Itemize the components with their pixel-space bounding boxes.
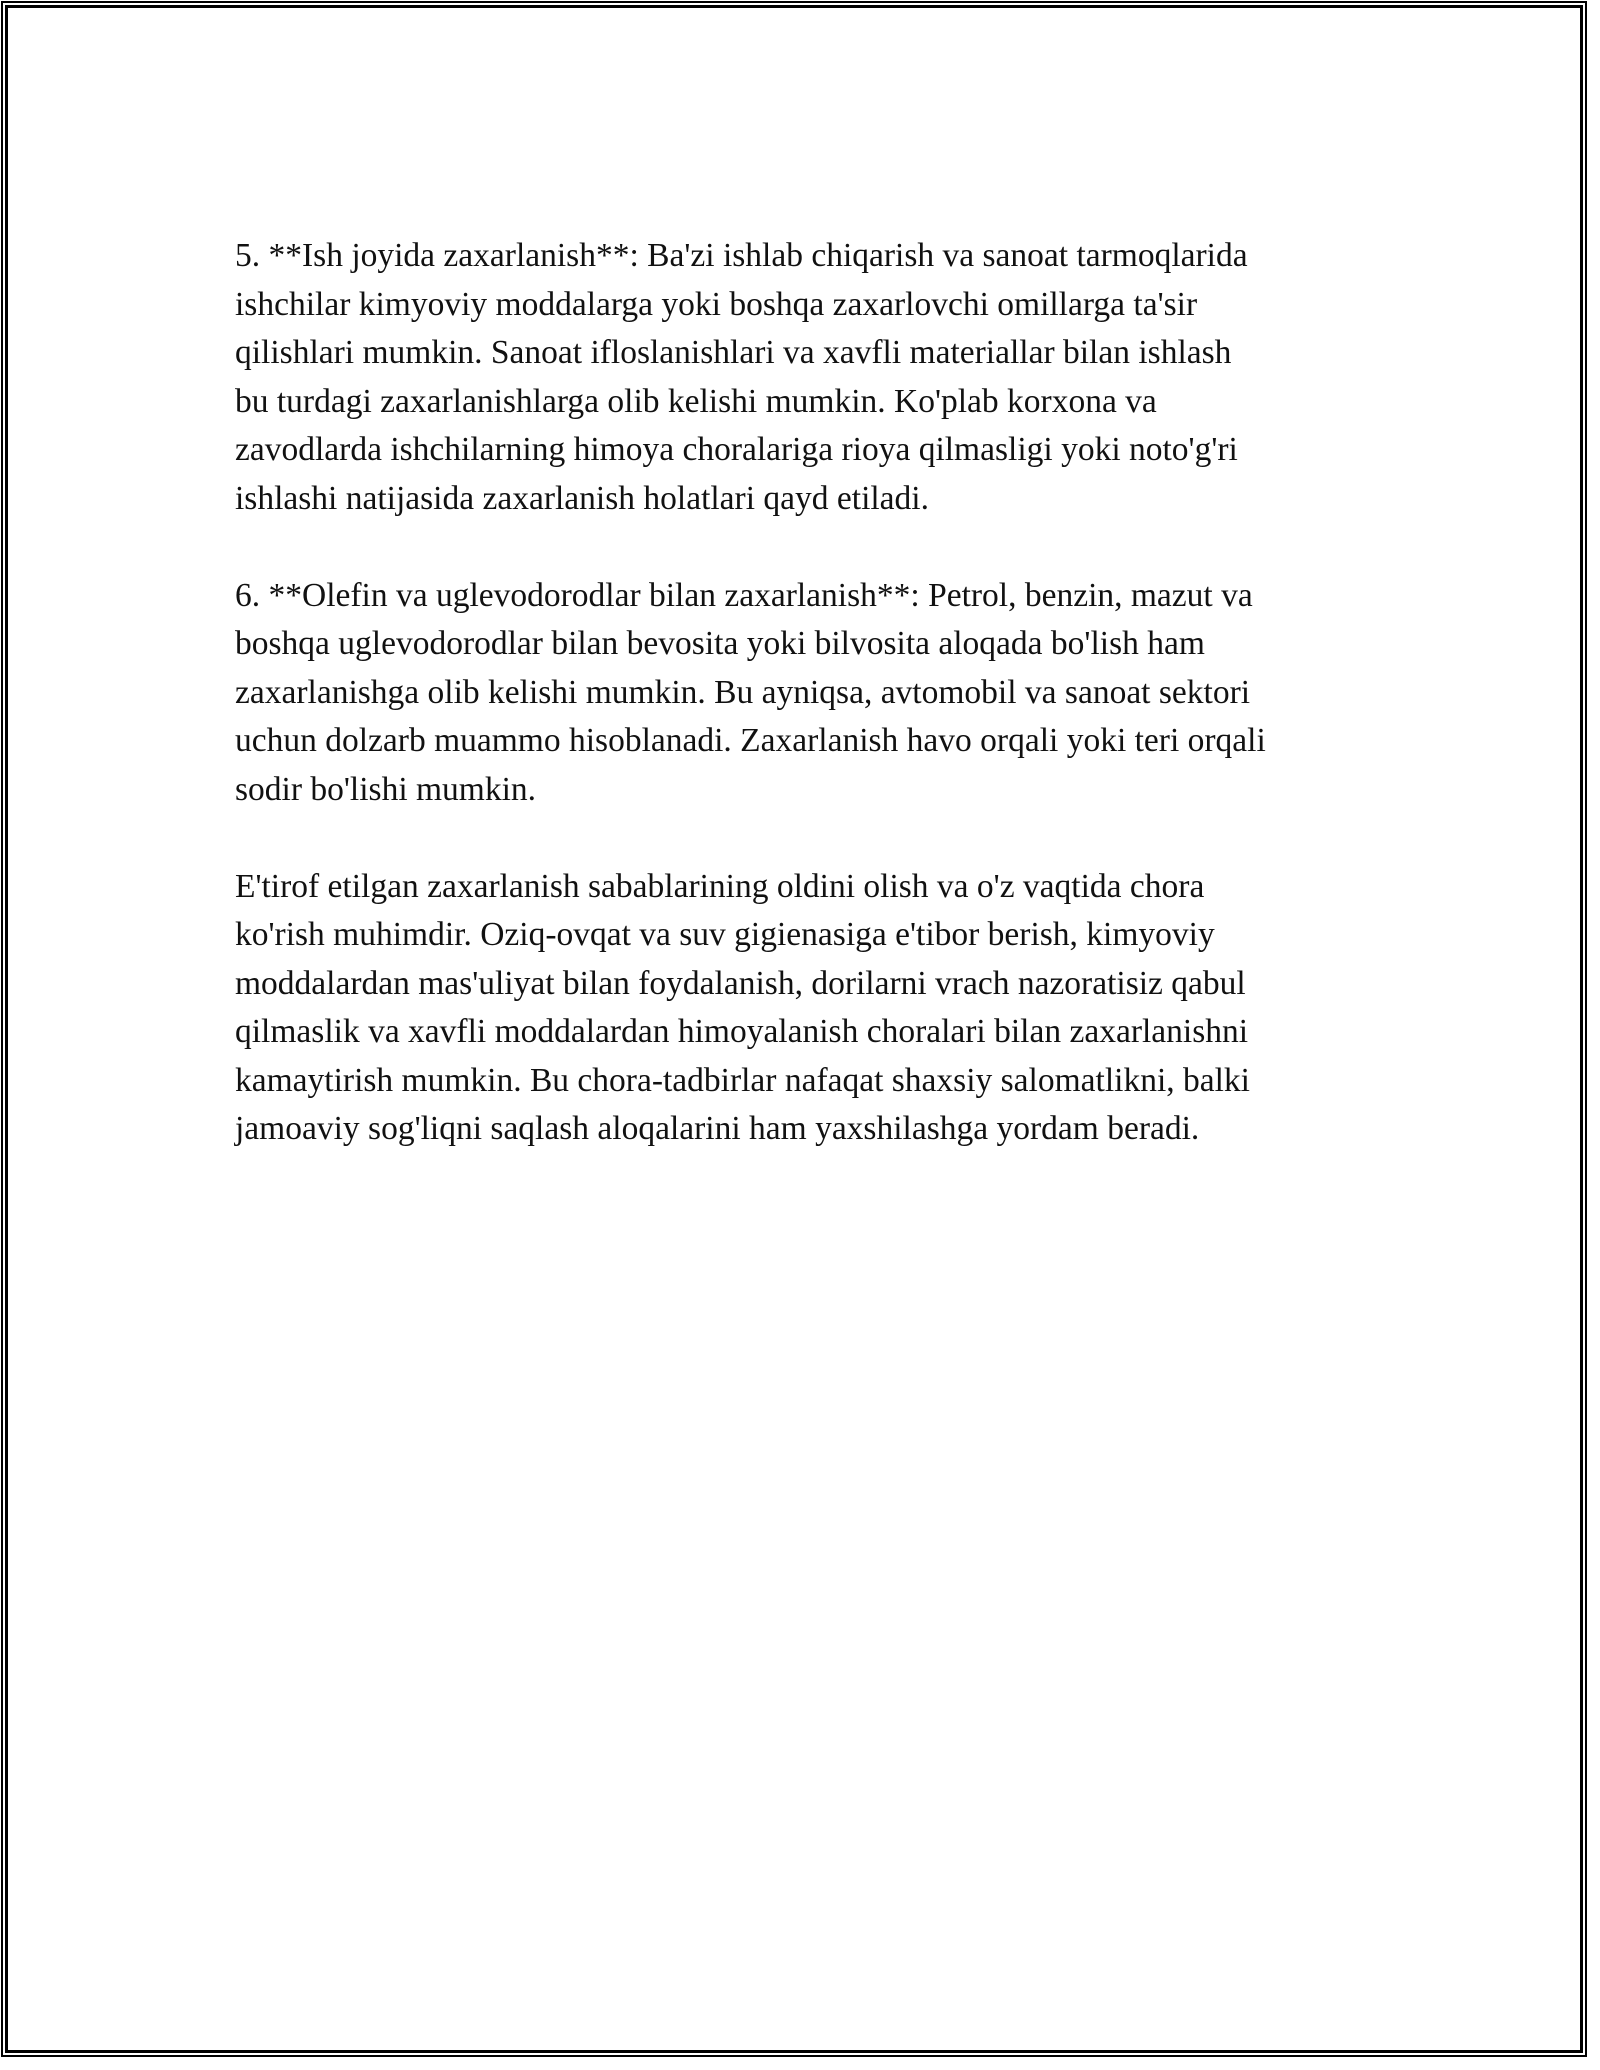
text-line: qilishlari mumkin. Sanoat ifloslanishlari va xavfli materiallar bilan ishlash [235,334,1232,371]
text-line: qilmaslik va xavfli moddalardan himoyalanish choralari bilan zaxarlanishni [235,1013,1249,1050]
text-line: zaxarlanishga olib kelishi mumkin. Bu ayniqsa, avtomobil va sanoat sektori [235,673,1251,711]
document-body [235,232,1385,1202]
text-line: ko'rish muhimdir. Oziq-ovqat va suv gigienasiga e'tibor berish, kimyoviy [235,916,1215,953]
text-line: 5. **Ish joyida zaxarlanish**: Ba'zi ishlab chiqarish va sanoat tarmoqlarida [235,237,1248,274]
paragraph-conclusion [235,863,1385,1154]
text-line: E'tirof etilgan zaxarlanish sabablarining oldini olish va o'z vaqtida chora [235,867,1205,905]
text-line: kamaytirish mumkin. Bu chora-tadbirlar nafaqat shaxsiy salomatlikni, balki [235,1061,1250,1099]
text-line: boshqa uglevodorodlar bilan bevosita yoki bilvosita aloqada bo'lish ham [235,625,1205,662]
text-line: sodir bo'lishi mumkin. [235,770,537,808]
text-line: uchun dolzarb muammo hisoblanadi. Zaxarlanish havo orqali yoki teri orqali [235,722,1266,759]
text-line: bu turdagi zaxarlanishlarga olib kelishi mumkin. Ko'plab korxona va [235,382,1157,420]
paragraph-item-6 [235,572,1385,815]
text-line: ishchilar kimyoviy moddalarga yoki boshqa zaxarlovchi omillarga ta'sir [235,285,1198,323]
text-line: zavodlarda ishchilarning himoya choralariga rioya qilmasligi yoki noto'g'ri [235,431,1238,468]
text-line: 6. **Olefin va uglevodorodlar bilan zaxarlanish**: Petrol, benzin, mazut va [235,576,1253,614]
text-line: ishlashi natijasida zaxarlanish holatlari qayd etiladi. [235,479,929,517]
text-line: jamoaviy sog'liqni saqlash aloqalarini ham yaxshilashga yordam beradi. [235,1110,1200,1147]
paragraph-item-5 [235,232,1385,523]
text-line: moddalardan mas'uliyat bilan foydalanish, dorilarni vrach nazoratisiz qabul [235,964,1246,1002]
